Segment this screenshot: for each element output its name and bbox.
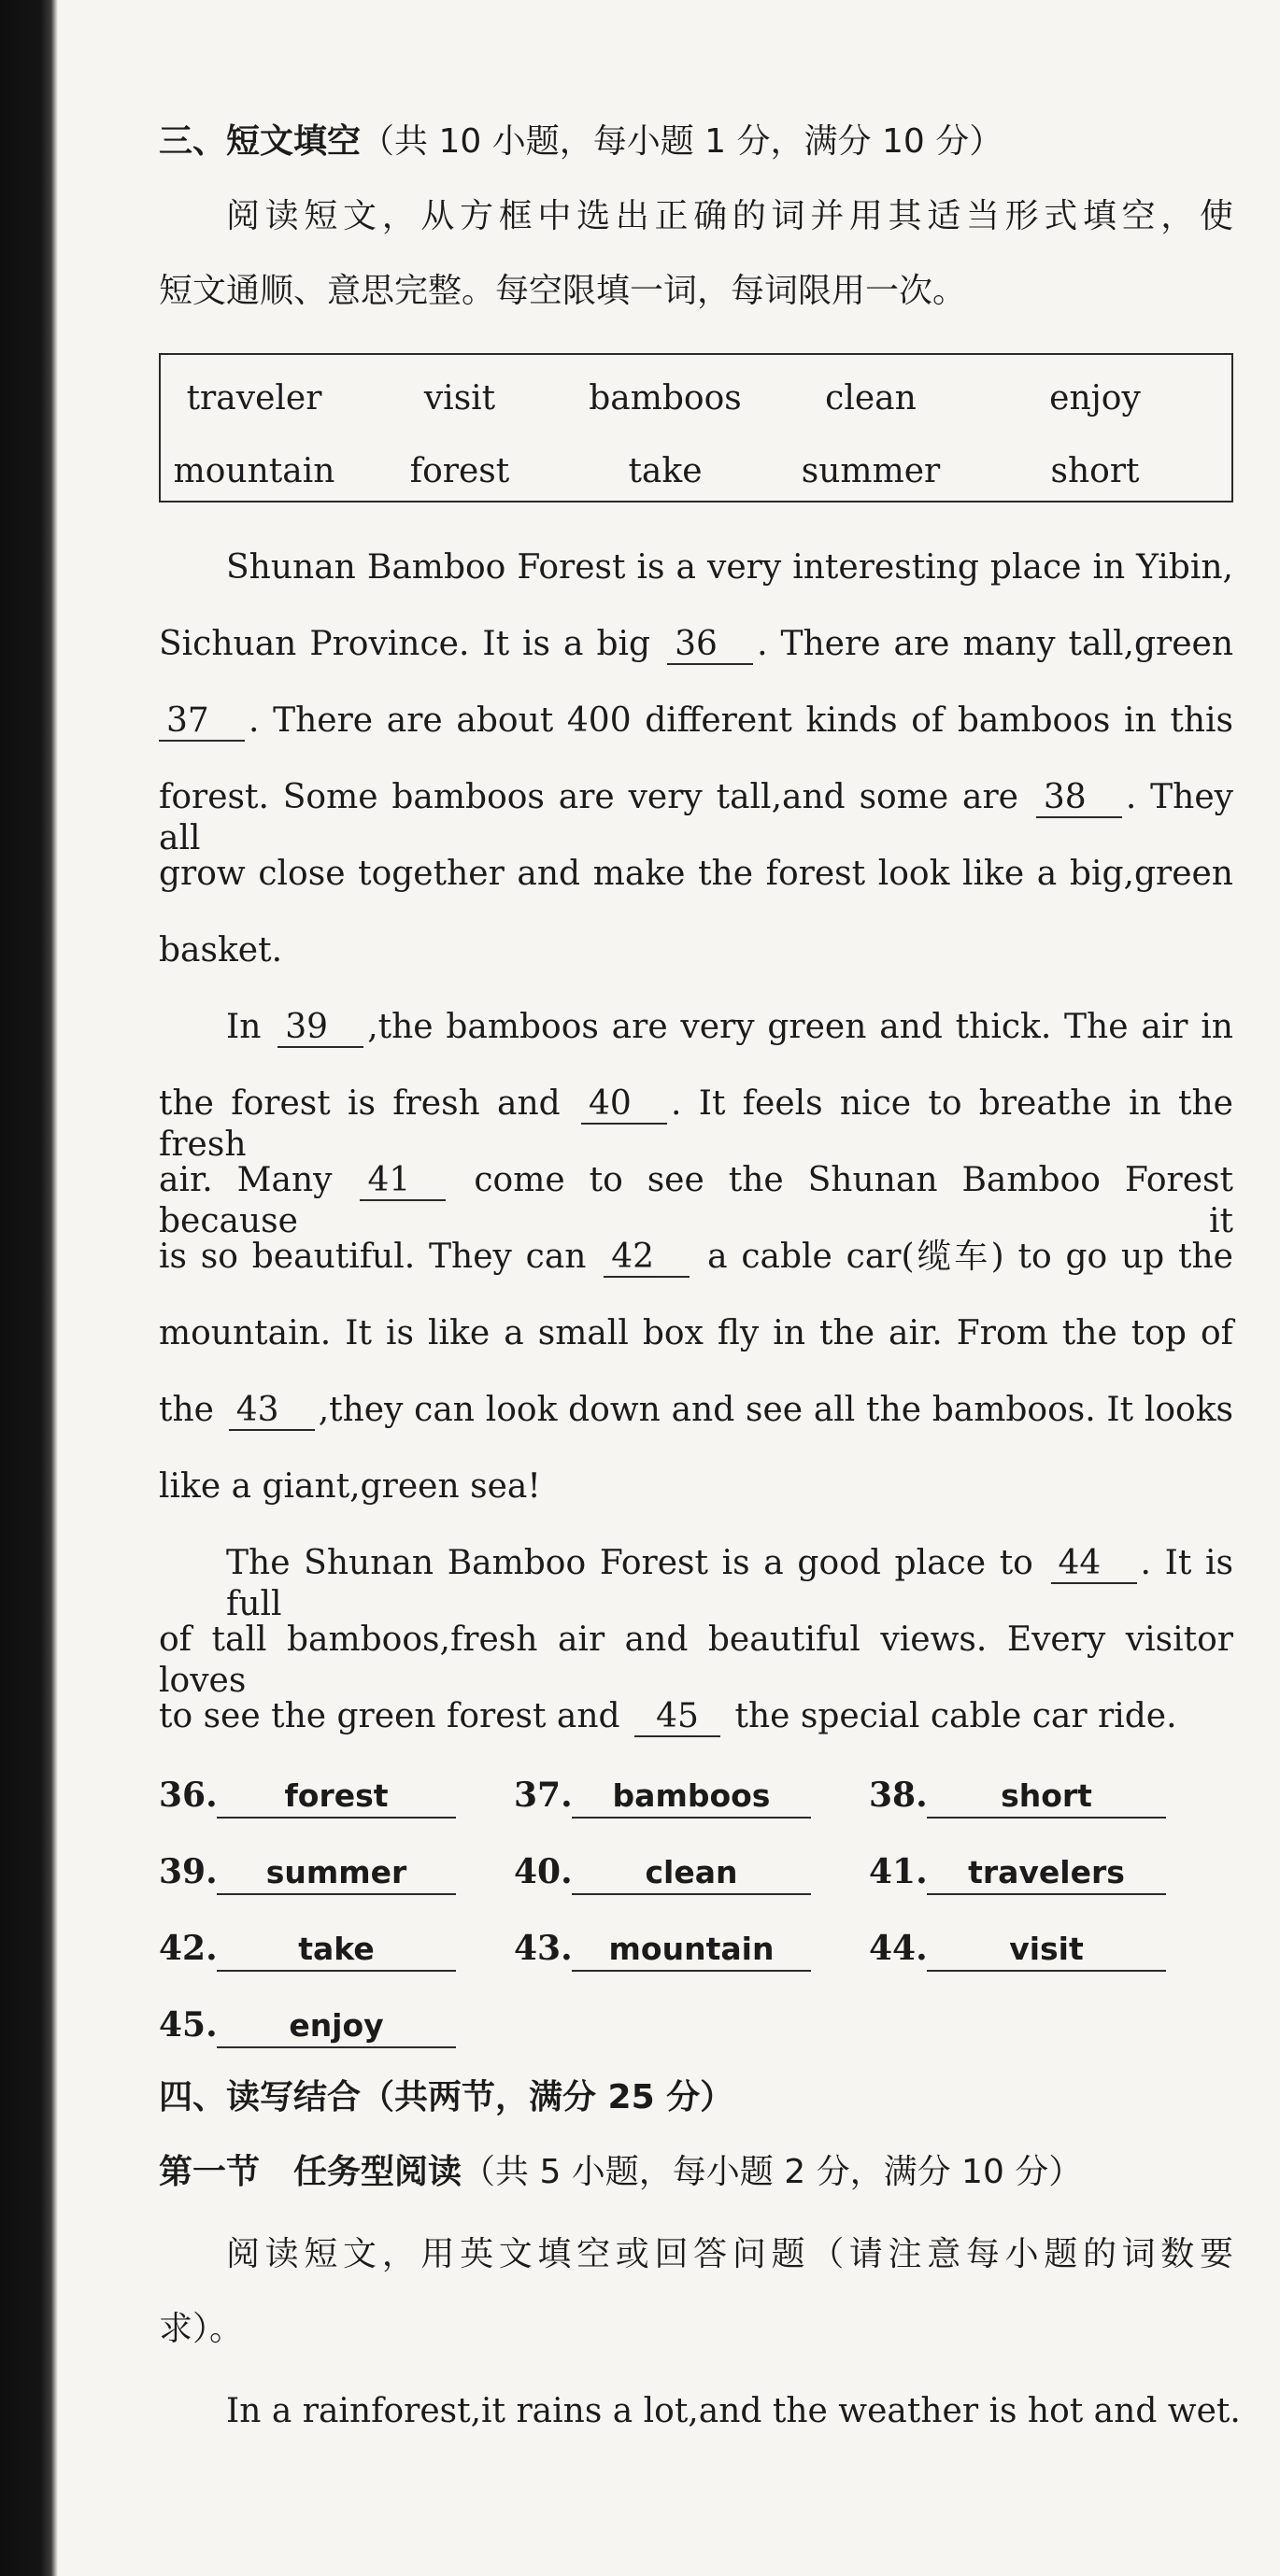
passage-line: grow close together and make the forest look like a big,green (159, 855, 1233, 893)
section3-heading-rest: （共 10 小题，每小题 1 分，满分 10 分） (361, 122, 1003, 161)
word-box-item: visit (423, 379, 496, 418)
answer-45: 45. enjoy (159, 2004, 456, 2048)
answer-44: 44. visit (869, 1928, 1166, 1972)
answer-40: 40. clean (514, 1851, 811, 1895)
word-box-item: mountain (173, 452, 335, 490)
section4-subheading: 第一节 任务型阅读（共 5 小题，每小题 2 分，满分 10 分） (159, 2153, 1083, 2191)
section3-instruction-line2: 短文通顺、意思完整。每空限填一词，每词限用一次。 (159, 272, 967, 310)
worksheet-page (159, 0, 1241, 2576)
answer-42: 42. take (159, 1928, 456, 1972)
section4-instruction-line1: 阅读短文，用英文填空或回答问题（请注意每小题的词数要 (226, 2235, 1233, 2273)
section3-instruction-line1: 阅读短文，从方框中选出正确的词并用其适当形式填空，使 (226, 197, 1233, 235)
word-box (159, 353, 1233, 502)
blank-37: 37 (159, 702, 245, 742)
blank-44: 44 (1051, 1545, 1137, 1584)
passage-line: Sichuan Province. It is a big 36 . There are many tall,green (159, 625, 1233, 663)
answer-41: 41. travelers (869, 1851, 1166, 1895)
passage-line: 37 . There are about 400 different kinds of bamboos in this (159, 701, 1233, 742)
answer-39: 39. summer (159, 1851, 456, 1895)
blank-43: 43 (229, 1392, 315, 1431)
section3-heading (159, 121, 1233, 163)
passage-line: like a giant,green sea! (159, 1467, 541, 1506)
word-box-row-2 (161, 448, 1231, 495)
passage-line: mountain. It is like a small box fly in the air. From the top of (159, 1314, 1233, 1352)
section3-heading-bold: 三、短文填空 (159, 122, 362, 161)
passage-line: to see the green forest and 45 the special cable car ride. (159, 1697, 1177, 1735)
passage-line: basket. (159, 931, 283, 970)
passage-line: The Shunan Bamboo Forest is a good place to 44 . It is full (226, 1544, 1233, 1623)
word-box-item: enjoy (1049, 379, 1141, 418)
answer-36: 36. forest (159, 1775, 456, 1819)
word-box-item: clean (825, 379, 917, 418)
blank-45: 45 (634, 1698, 720, 1737)
passage-line: forest. Some bamboos are very tall,and some are 38 . They all (159, 778, 1233, 857)
blank-40: 40 (581, 1085, 667, 1125)
blank-42: 42 (604, 1238, 690, 1278)
answer-38: 38. short (869, 1775, 1166, 1819)
answer-37: 37. bamboos (514, 1775, 811, 1819)
passage-line: the 43 ,they can look down and see all the bamboos. It looks (159, 1391, 1233, 1429)
word-box-row-1 (161, 375, 1231, 422)
answer-43: 43. mountain (514, 1928, 811, 1972)
blank-41: 41 (360, 1162, 446, 1201)
word-box-item: take (628, 452, 703, 490)
passage-line: Shunan Bamboo Forest is a very interesting place in Yibin, (226, 548, 1233, 587)
blank-36: 36 (667, 626, 753, 665)
word-box-item: traveler (186, 379, 322, 418)
word-box-item: summer (801, 452, 941, 490)
blank-39: 39 (277, 1009, 363, 1048)
word-box-item: short (1050, 452, 1140, 490)
word-box-item: bamboos (589, 379, 742, 418)
section4-heading: 四、读写结合（共两节，满分 25 分） (159, 2078, 734, 2116)
passage-line: air. Many 41 come to see the Shunan Bamboo Forest because it (159, 1161, 1233, 1240)
passage-line: the forest is fresh and 40 . It feels nice to breathe in the fresh (159, 1084, 1233, 1164)
passage-line: of tall bamboos,fresh air and beautiful views. Every visitor loves (159, 1621, 1233, 1700)
book-spine-shadow (0, 0, 58, 2576)
blank-38: 38 (1036, 779, 1122, 818)
section4-passage-line: In a rainforest,it rains a lot,and the weather is hot and wet. (226, 2392, 1241, 2430)
passage-line: is so beautiful. They can 42 a cable car(缆车) to go up the (159, 1238, 1233, 1276)
passage-line: In 39 ,the bamboos are very green and thick. The air in (226, 1008, 1233, 1046)
word-box-item: forest (409, 452, 510, 490)
section4-instruction-line2: 求）。 (159, 2310, 244, 2348)
